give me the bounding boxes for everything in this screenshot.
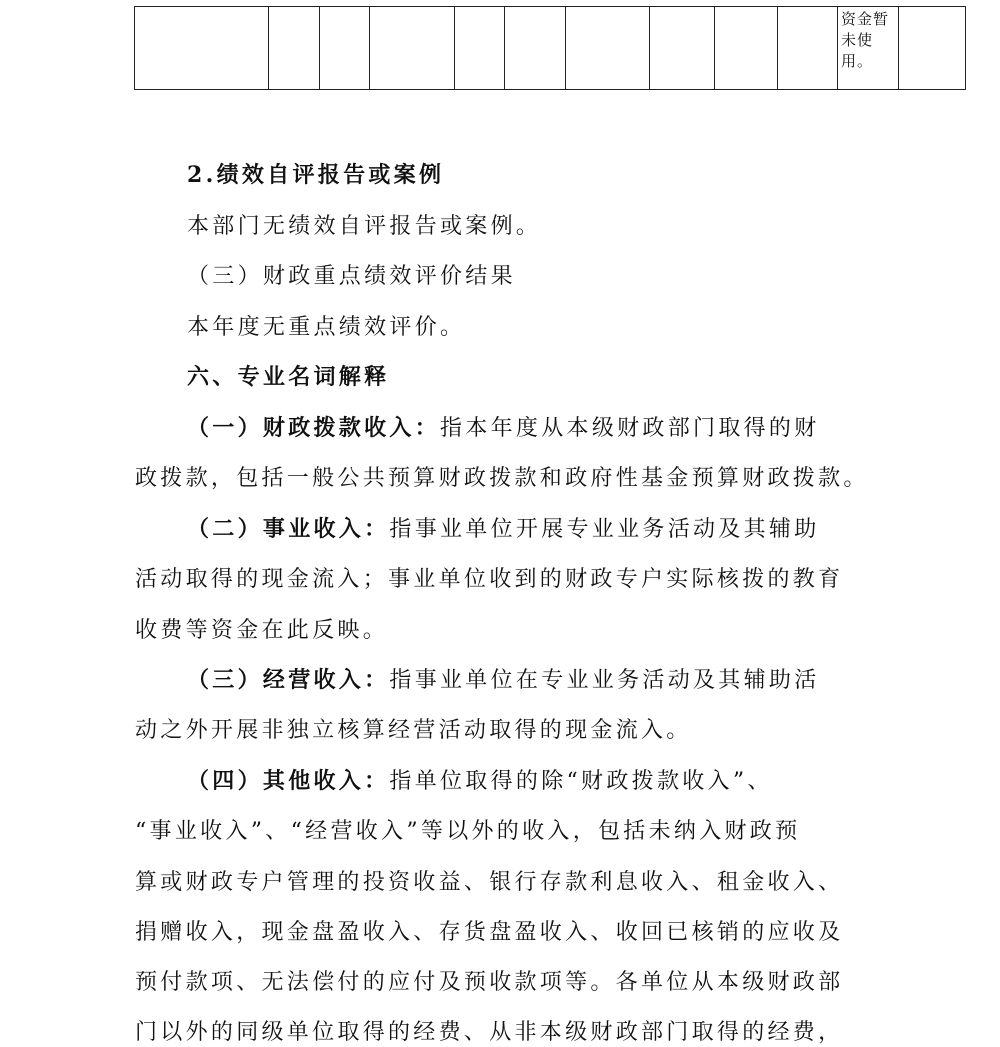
glossary-item-operating-income bbox=[187, 663, 820, 694]
paragraph-line: 算或财政专户管理的投资收益、银行存款利息收入、租金收入、 bbox=[135, 870, 844, 895]
table-cell bbox=[269, 7, 320, 90]
paragraph-line: 活动取得的现金流入；事业单位收到的财政专户实际核拨的教育 bbox=[135, 567, 844, 592]
paragraph-line: “事业收入”、“经营收入”等以外的收入，包括未纳入财政预 bbox=[135, 819, 801, 844]
paragraph-line: 预付款项、无法偿付的应付及预收款项等。各单位从本级财政部 bbox=[135, 970, 844, 995]
term-definition: 指事业单位开展专业业务活动及其辅助 bbox=[389, 517, 820, 542]
section-heading-key-evaluation: （三）财政重点绩效评价结果 bbox=[187, 264, 516, 289]
paragraph-line: 门以外的同级单位取得的经费、从非本级财政部门取得的经费， bbox=[135, 1020, 844, 1045]
table-cell bbox=[715, 7, 778, 90]
table-cell bbox=[505, 7, 566, 90]
table-cell bbox=[650, 7, 715, 90]
table-cell bbox=[778, 7, 838, 90]
data-table-fragment bbox=[134, 6, 966, 90]
paragraph-line: 政拨款，包括一般公共预算财政拨款和政府性基金预算财政拨款。 bbox=[135, 466, 869, 491]
table-cell bbox=[135, 7, 269, 90]
section-heading-glossary: 六、专业名词解释 bbox=[187, 364, 390, 390]
glossary-item-fiscal-appropriation bbox=[187, 411, 820, 442]
glossary-item-other-income bbox=[187, 764, 773, 795]
table-cell bbox=[566, 7, 650, 90]
term-definition: 指事业单位在专业业务活动及其辅助活 bbox=[389, 668, 820, 693]
table-cell-note bbox=[838, 7, 899, 90]
table-cell bbox=[320, 7, 370, 90]
paragraph-key-evaluation: 本年度无重点绩效评价。 bbox=[187, 315, 466, 340]
section-heading-self-evaluation: 2.绩效自评报告或案例 bbox=[187, 162, 445, 188]
term-definition: 指本年度从本级财政部门取得的财 bbox=[440, 416, 820, 441]
term-definition: 指单位取得的除“财政拨款收入”、 bbox=[389, 769, 773, 794]
paragraph-line: 捐赠收入，现金盘盈收入、存货盘盈收入、收回已核销的应收及 bbox=[135, 920, 844, 945]
term-label: （一）财政拨款收入： bbox=[187, 415, 441, 441]
table-cell bbox=[455, 7, 505, 90]
term-label: （二）事业收入： bbox=[187, 516, 390, 542]
glossary-item-business-income bbox=[187, 512, 820, 543]
paragraph-self-evaluation: 本部门无绩效自评报告或案例。 bbox=[187, 214, 542, 239]
paragraph-line: 动之外开展非独立核算经营活动取得的现金流入。 bbox=[135, 718, 692, 743]
term-label: （四）其他收入： bbox=[187, 768, 390, 794]
paragraph-line: 收费等资金在此反映。 bbox=[135, 618, 389, 643]
table-row bbox=[135, 7, 966, 90]
table-cell bbox=[899, 7, 966, 90]
term-label: （三）经营收入： bbox=[187, 667, 390, 693]
note-text: 资金暂 未使 用。 bbox=[841, 10, 890, 70]
table-cell bbox=[370, 7, 455, 90]
